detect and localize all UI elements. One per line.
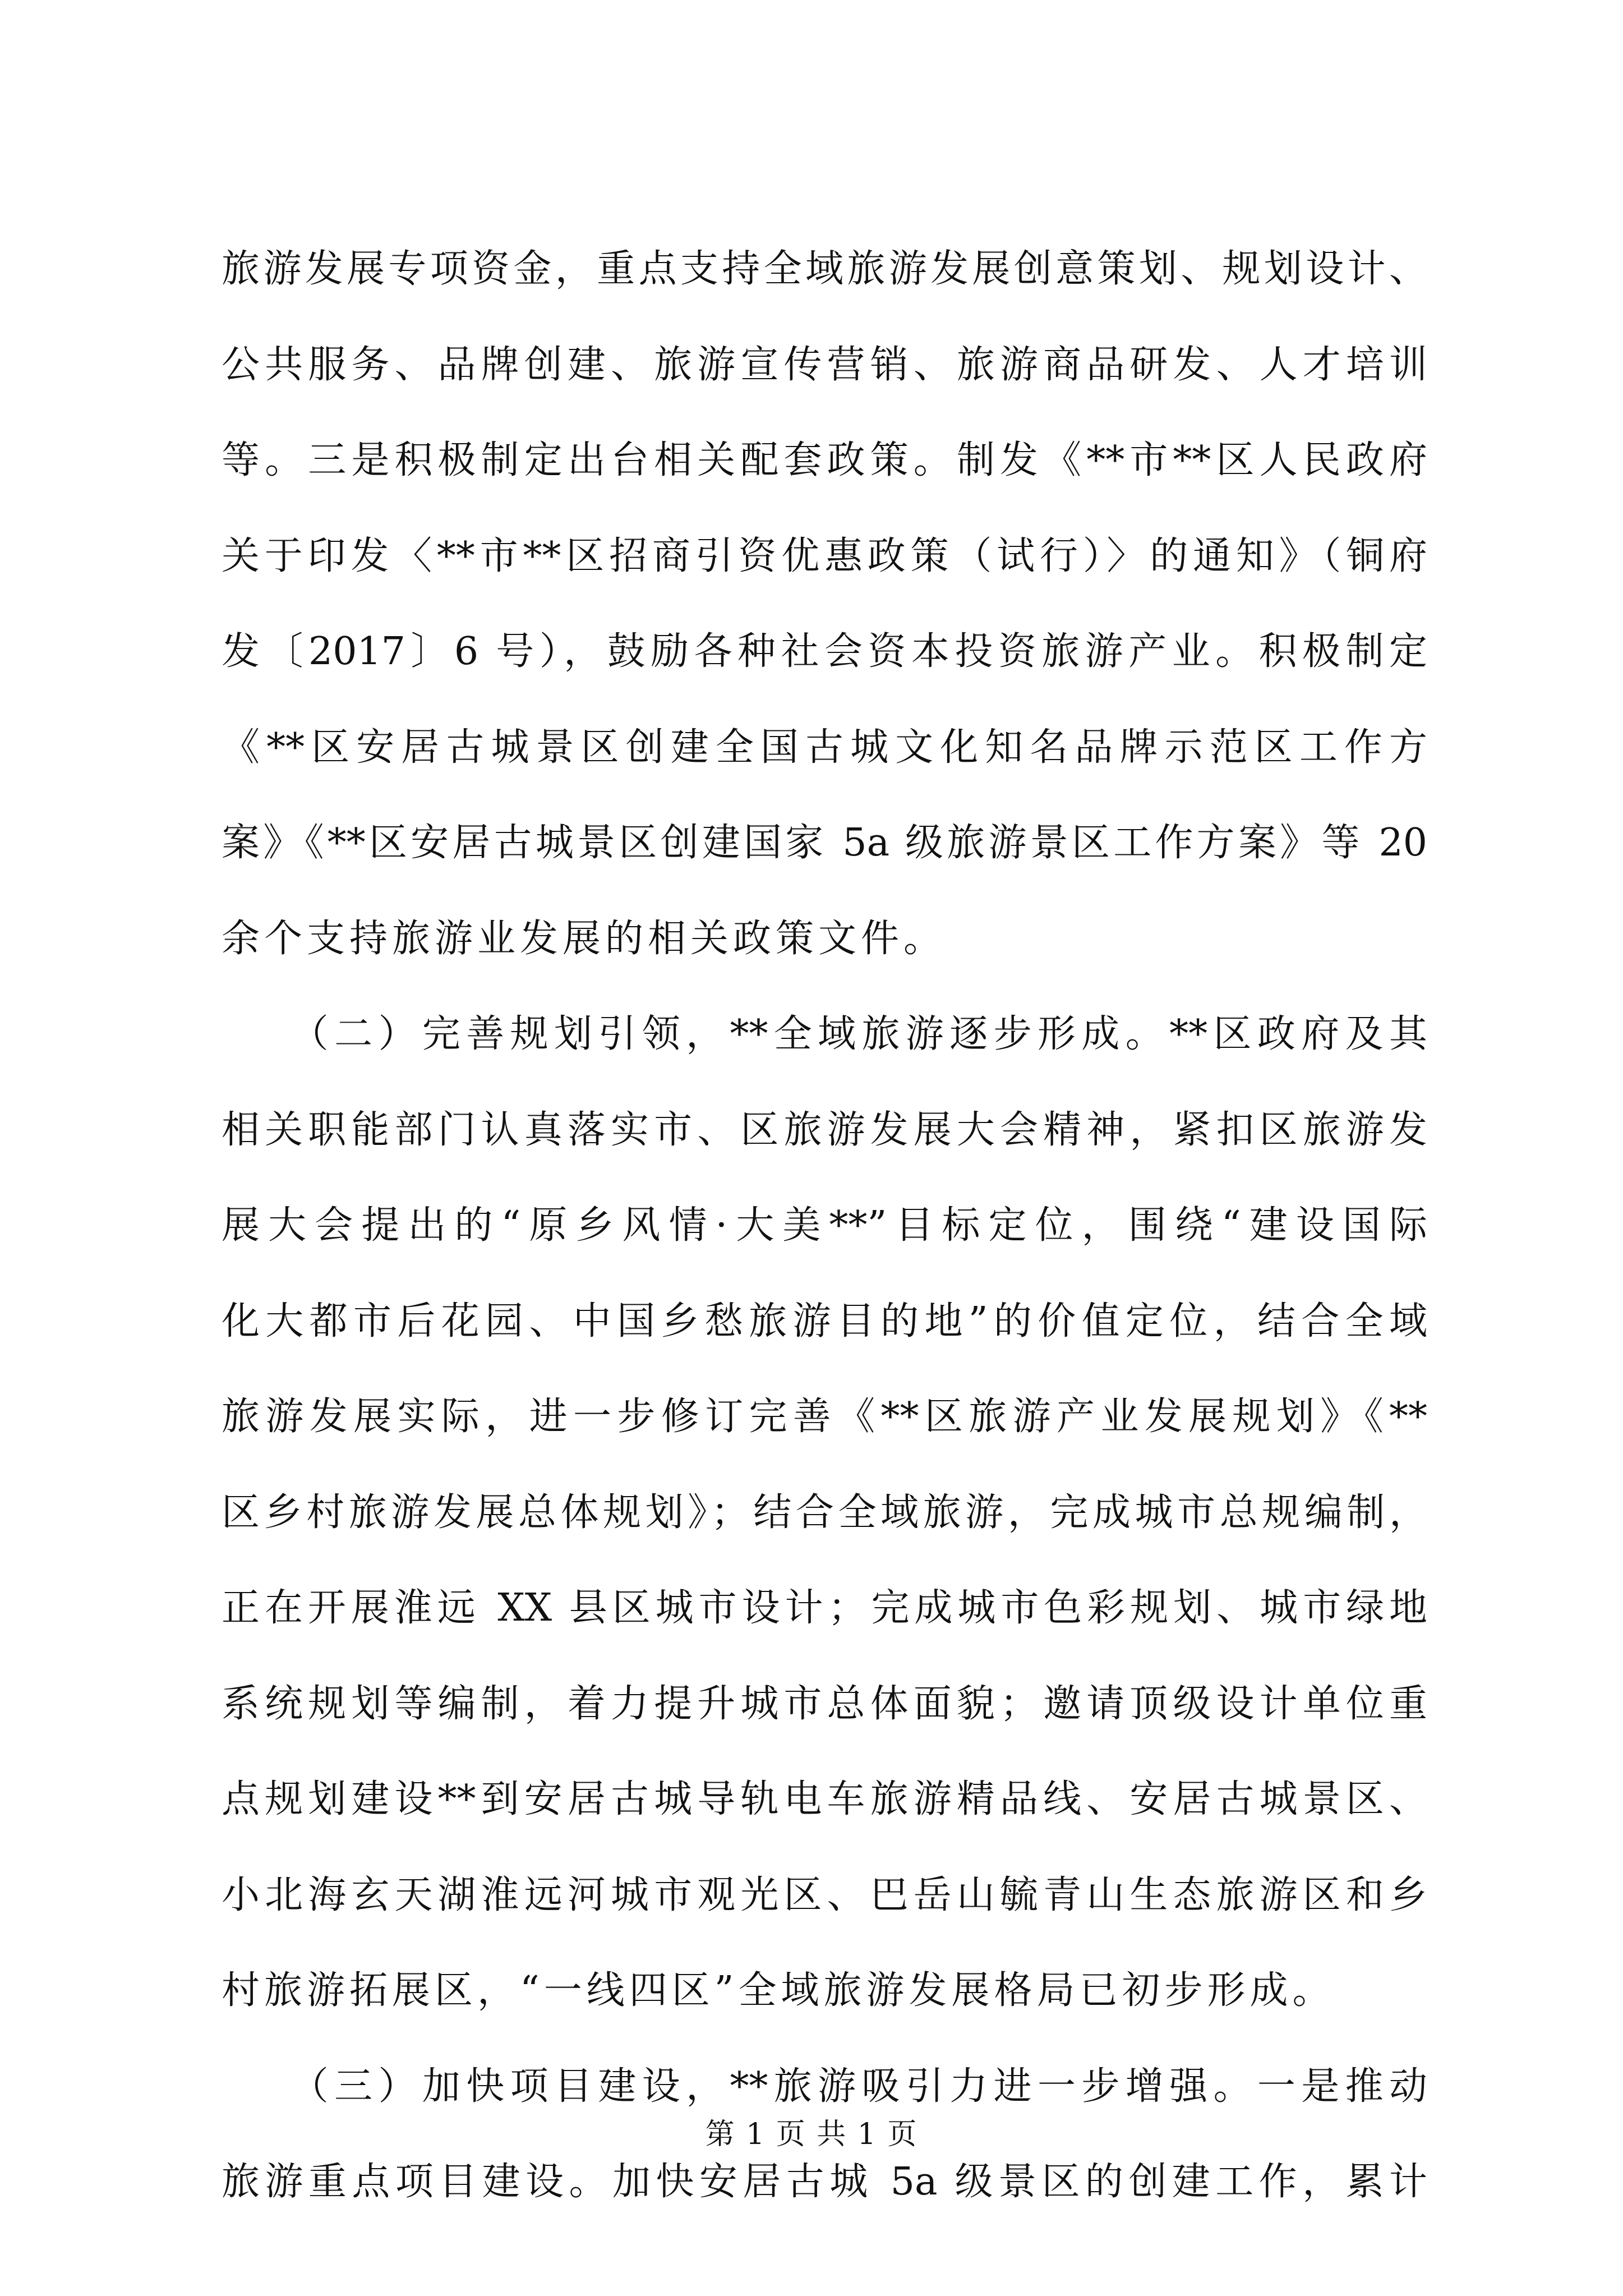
text-line: 旅游重点项目建设。加快安居古城 5a 级景区的创建工作，累计 <box>222 2160 1427 2204</box>
text-line: 关于印发〈**市**区招商引资优惠政策（试行）〉的通知》（铜府 <box>222 533 1427 578</box>
text-line: 展大会提出的“原乡风情·大美**”目标定位，围绕“建设国际 <box>222 1203 1427 1248</box>
text-line: 《**区安居古城景区创建全国古城文化知名品牌示范区工作方 <box>222 725 1427 770</box>
text-line: 区乡村旅游发展总体规划》；结合全域旅游，完成城市总规编制， <box>222 1490 1427 1535</box>
page-footer: 第 1 页 共 1 页 <box>705 2118 918 2151</box>
text-line: 化大都市后花园、中国乡愁旅游目的地”的价值定位，结合全域 <box>222 1299 1427 1343</box>
text-line: 旅游发展专项资金，重点支持全域旅游发展创意策划、规划设计、 <box>222 247 1427 291</box>
text-line: 系统规划等编制，着力提升城市总体面貌；邀请顶级设计单位重 <box>222 1681 1427 1726</box>
section-heading-line: （二）完善规划引领，**全域旅游逐步形成。**区政府及其 <box>222 1012 1427 1056</box>
section-heading-line: （三）加快项目建设，**旅游吸引力进一步增强。一是推动 <box>222 2064 1427 2109</box>
text-line: 点规划建设**到安居古城导轨电车旅游精品线、安居古城景区、 <box>222 1777 1427 1821</box>
text-line: 相关职能部门认真落实市、区旅游发展大会精神，紧扣区旅游发 <box>222 1107 1427 1152</box>
text-line: 小北海玄天湖淮远河城市观光区、巴岳山毓青山生态旅游区和乡 <box>222 1872 1427 1917</box>
text-line: 余个支持旅游业发展的相关政策文件。 <box>222 916 947 961</box>
text-line: 等。三是积极制定出台相关配套政策。制发《**市**区人民政府 <box>222 438 1427 482</box>
text-line: 旅游发展实际，进一步修订完善《**区旅游产业发展规划》《** <box>222 1395 1427 1439</box>
document-body <box>222 222 1427 2230</box>
text-line: 发〔2017〕6 号），鼓励各种社会资本投资旅游产业。积极制定 <box>222 629 1427 674</box>
text-line: 村旅游拓展区，“一线四区”全域旅游发展格局已初步形成。 <box>222 1968 1335 2013</box>
text-line: 正在开展淮远 XX 县区城市设计；完成城市色彩规划、城市绿地 <box>222 1586 1427 1630</box>
text-line: 案》《**区安居古城景区创建国家 5a 级旅游景区工作方案》等 20 <box>222 821 1427 865</box>
text-line: 公共服务、品牌创建、旅游宣传营销、旅游商品研发、人才培训 <box>222 342 1427 387</box>
